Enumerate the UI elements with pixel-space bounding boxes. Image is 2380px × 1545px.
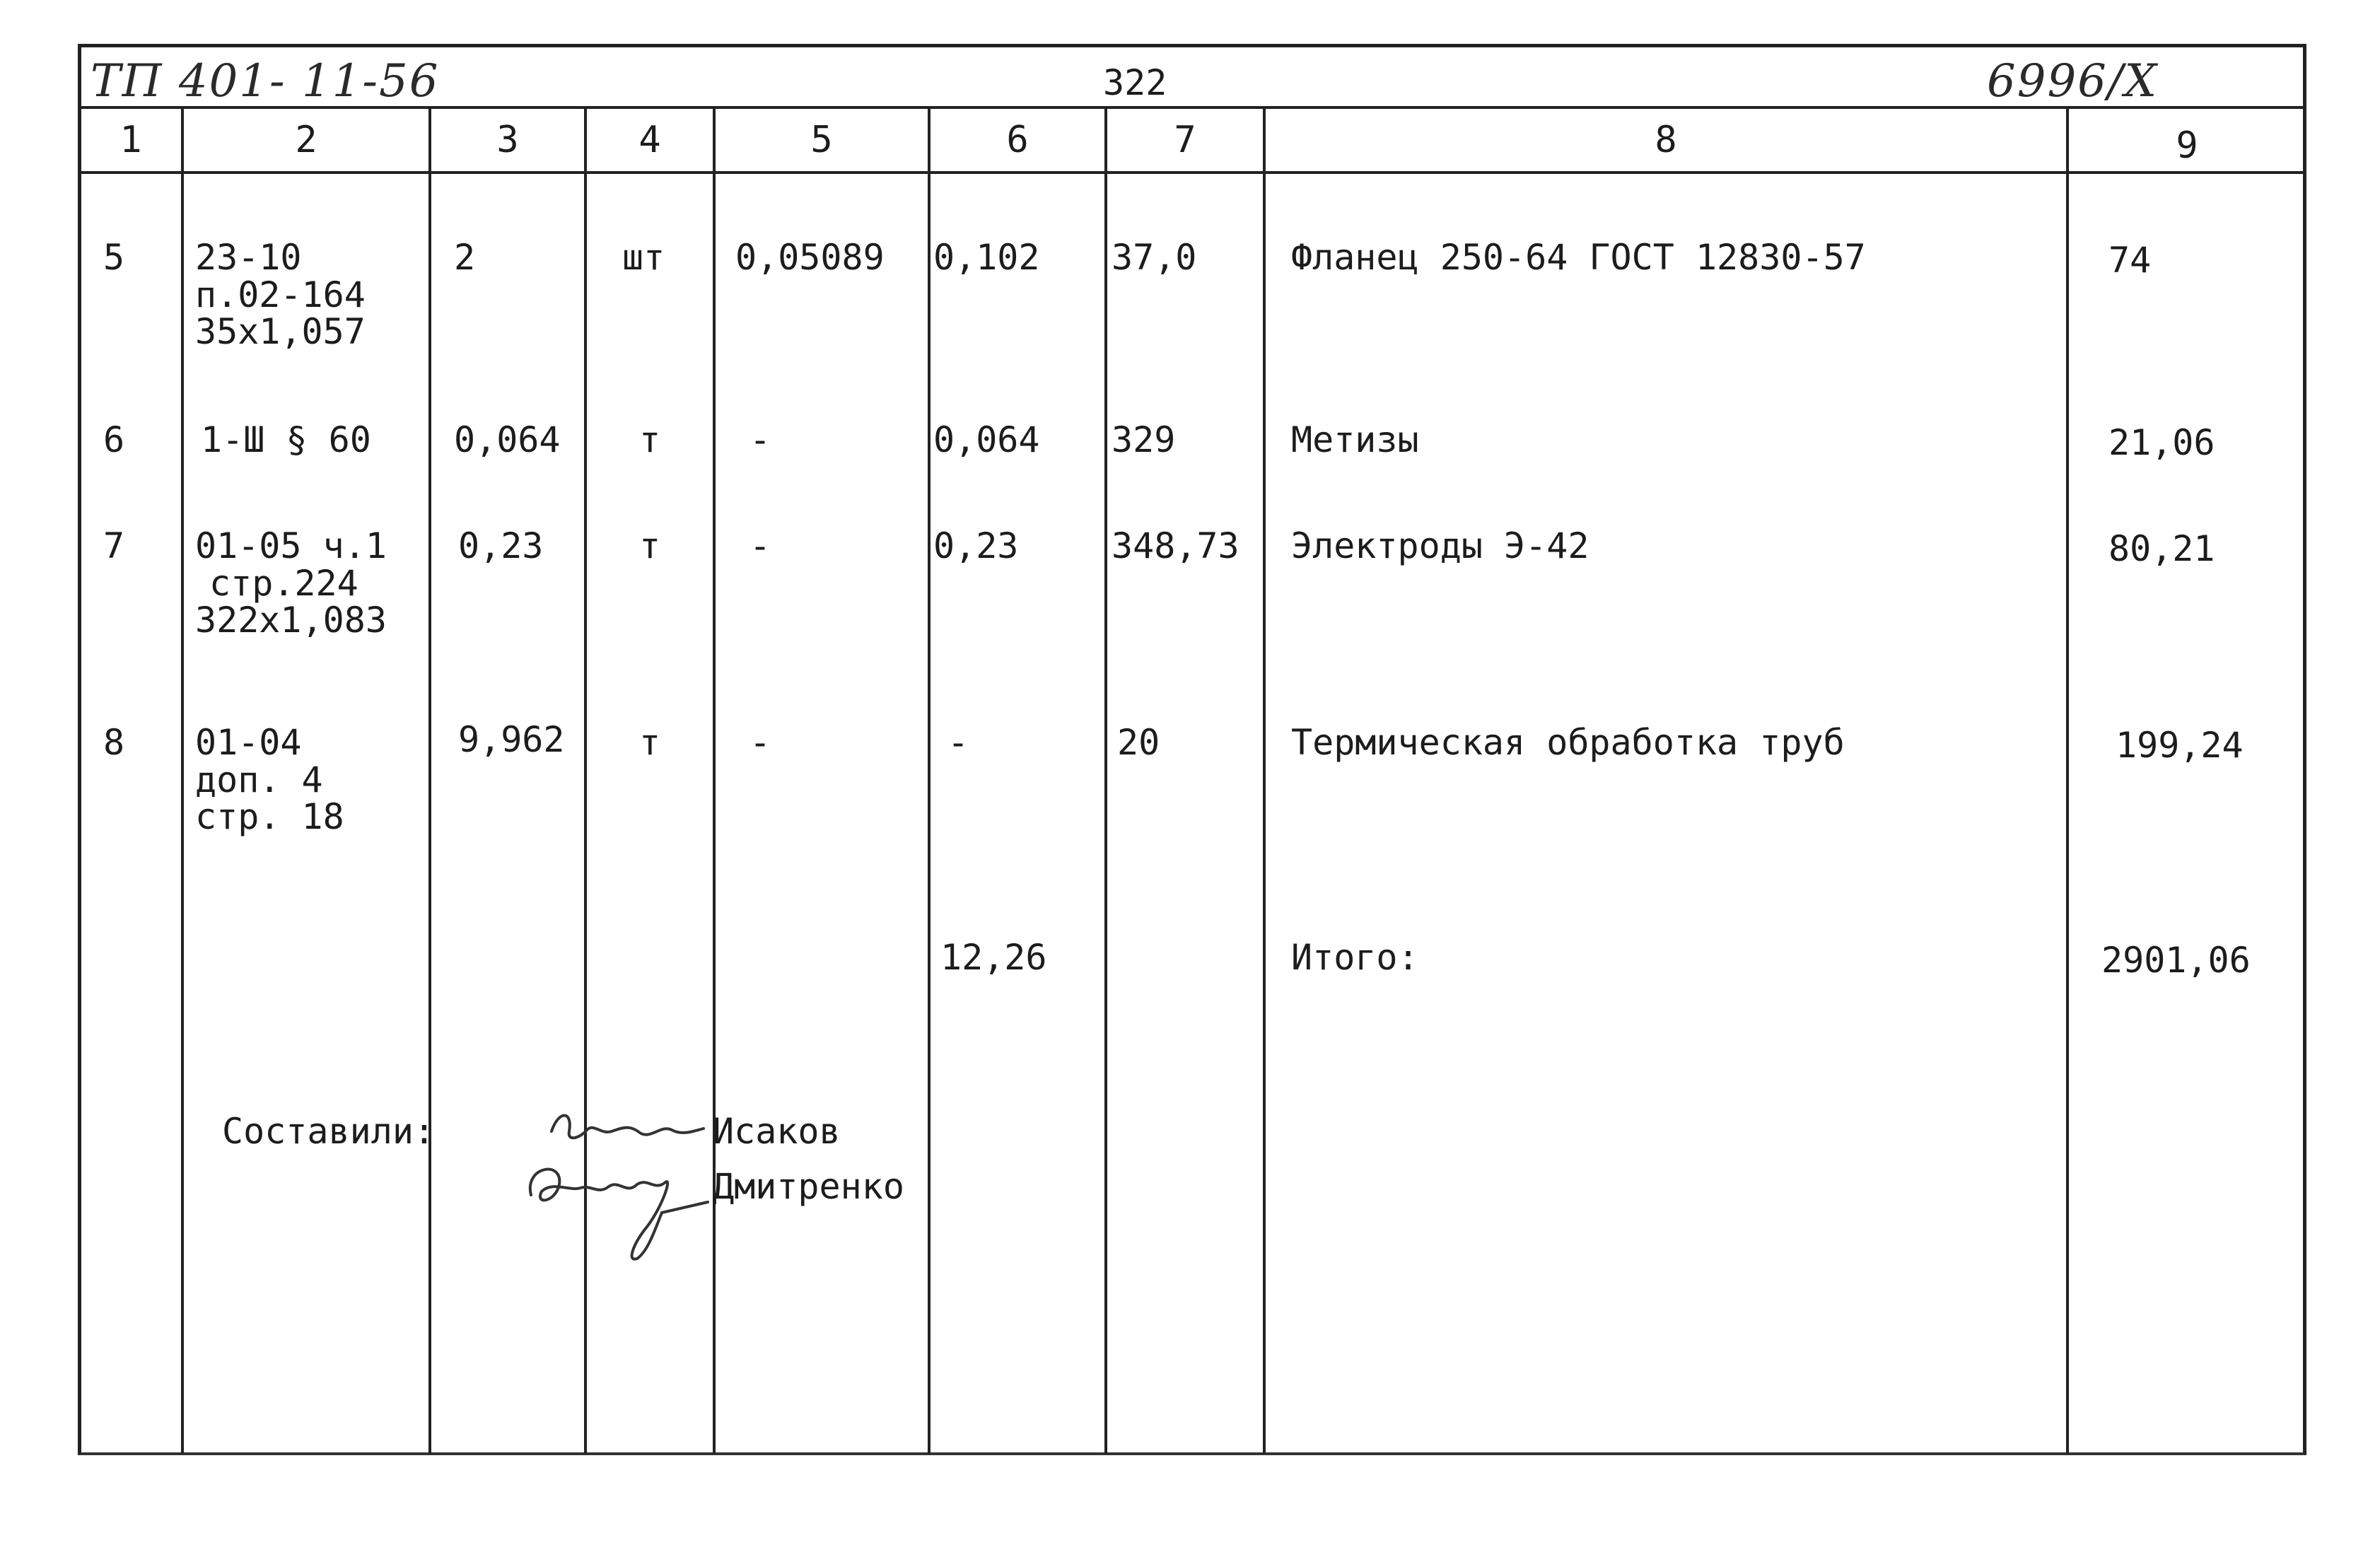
table-row-7-col9: 80,21	[2108, 528, 2215, 569]
table-row-7-col5: -	[749, 525, 771, 566]
col-number-9: 9	[2176, 124, 2198, 167]
signoff-name-2: Дмитренко	[713, 1166, 904, 1207]
col-number-4: 4	[638, 119, 661, 161]
table-row-8-col9: 199,24	[2116, 725, 2244, 766]
row-7-ref-line2: стр.224	[209, 562, 358, 604]
table-row-7-col3: 0,23	[458, 525, 544, 566]
table-row-6-col7: 329	[1112, 419, 1176, 460]
table-row-8-col6: -	[947, 722, 969, 763]
row-5-ref-line1: 23-10	[195, 237, 302, 278]
col-divider-6	[1104, 107, 1107, 1454]
table-row-8-col7: 20	[1117, 722, 1160, 763]
table-row-6-col1: 6	[103, 419, 125, 460]
row-8-ref-line3: стр. 18	[195, 796, 344, 837]
table-row-5-col4: шт	[622, 237, 665, 278]
col-number-6: 6	[1006, 119, 1029, 161]
table-row-5-col8: Фланец 250-64 ГОСТ 12830-57	[1291, 237, 1866, 278]
table-row-7-col4: т	[639, 525, 661, 566]
signoff-name-1: Исаков	[713, 1111, 841, 1152]
col-number-2: 2	[295, 119, 317, 161]
table-row-5-col1: 5	[103, 237, 125, 278]
table-row-6-col6: 0,064	[933, 419, 1040, 460]
col-divider-5	[928, 107, 931, 1454]
table-row-7-col7: 348,73	[1112, 525, 1239, 566]
table-row-6-col9: 21,06	[2108, 422, 2215, 463]
column-number-rule	[81, 171, 2305, 174]
table-row-6-col5: -	[749, 419, 771, 460]
table-row-8-col2	[195, 724, 344, 836]
table-row-5-col2	[195, 239, 366, 351]
doc-code: ТП 401- 11-56	[91, 55, 440, 107]
table-row-7-col1: 7	[103, 525, 125, 566]
col-divider-2	[428, 107, 431, 1454]
table-row-8-col8: Термическая обработка труб	[1291, 722, 1845, 763]
table-row-5-col3: 2	[454, 237, 476, 278]
row-7-ref-line1: 01-05 ч.1	[195, 525, 387, 566]
col-number-7: 7	[1174, 119, 1196, 161]
col-divider-8	[2066, 107, 2069, 1454]
table-row-6-col3: 0,064	[454, 419, 561, 460]
table-row-5-col6: 0,102	[933, 237, 1040, 278]
table-row-8-col4: т	[639, 722, 661, 763]
table-row-5-col9: 74	[2108, 240, 2152, 281]
signoff-label: Составили:	[222, 1111, 436, 1152]
total-label: Итого:	[1291, 937, 1419, 978]
signature-dmitrenko	[520, 1153, 718, 1273]
total-quantity: 12,26	[940, 937, 1047, 978]
signature-isakov	[544, 1103, 707, 1153]
table-row-8-col3: 9,962	[458, 719, 565, 760]
col-number-1: 1	[119, 119, 142, 161]
col-number-8: 8	[1655, 119, 1677, 161]
table-row-7-col6: 0,23	[933, 525, 1019, 566]
total-amount: 2901,06	[2101, 940, 2251, 981]
table-row-7-col8: Электроды Э-42	[1291, 525, 1589, 566]
row-8-ref-line2: доп. 4	[195, 759, 323, 800]
table-row-8-col5: -	[749, 722, 771, 763]
table-row-6-col4: т	[639, 419, 661, 460]
table-row-5-col7: 37,0	[1112, 237, 1197, 278]
col-number-5: 5	[810, 119, 833, 161]
table-row-5-col5: 0,05089	[735, 237, 885, 278]
row-7-ref-line3: 322х1,083	[195, 600, 387, 641]
table-row-6-col2: 1-Ш § 60	[201, 419, 371, 460]
col-divider-1	[181, 107, 184, 1454]
table-row-6-col8: Метизы	[1291, 419, 1419, 460]
page-number: 322	[1103, 62, 1167, 103]
archive-mark: 6996/Х	[1987, 55, 2158, 107]
row-5-ref-line3: 35х1,057	[195, 311, 366, 352]
row-8-ref-line1: 01-04	[195, 722, 302, 763]
col-divider-7	[1263, 107, 1266, 1454]
table-row-8-col1: 8	[103, 722, 125, 763]
col-number-3: 3	[496, 119, 519, 161]
row-5-ref-line2: п.02-164	[195, 274, 366, 315]
table-row-7-col2	[195, 527, 387, 639]
